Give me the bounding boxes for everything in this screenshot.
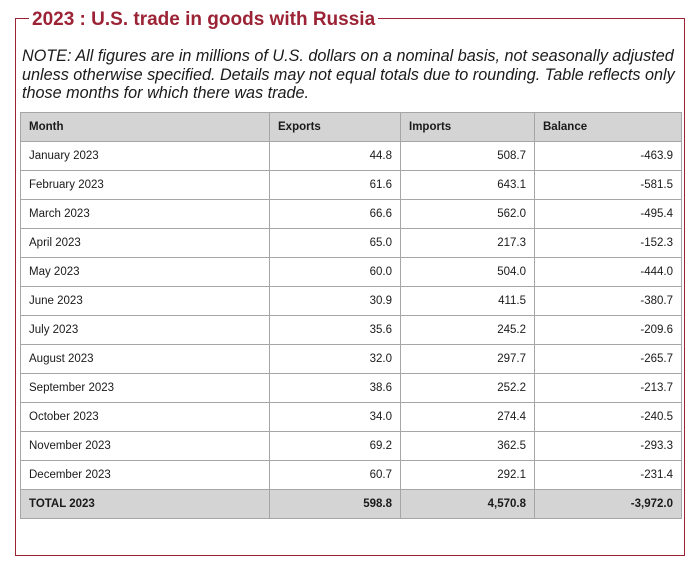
table-row [21, 374, 682, 403]
cell-month: April 2023 [21, 229, 270, 258]
table-row [21, 287, 682, 316]
cell-month: July 2023 [21, 316, 270, 345]
cell-month: June 2023 [21, 287, 270, 316]
cell-month: January 2023 [21, 142, 270, 171]
cell-imports: 504.0 [401, 258, 535, 287]
cell-balance: -213.7 [535, 374, 682, 403]
header-month: Month [21, 113, 270, 142]
total-balance: -3,972.0 [535, 490, 682, 519]
cell-exports: 34.0 [270, 403, 401, 432]
cell-imports: 362.5 [401, 432, 535, 461]
header-imports: Imports [401, 113, 535, 142]
total-imports: 4,570.8 [401, 490, 535, 519]
cell-month: February 2023 [21, 171, 270, 200]
table-row [21, 461, 682, 490]
note-text: NOTE: All figures are in millions of U.S. dollars on a nominal basis, not seasonally adjusted unless otherwise specified. Details may not equal totals due to rounding. Table reflects only those months for which there was trade. [22, 47, 675, 102]
cell-balance: -231.4 [535, 461, 682, 490]
cell-month: May 2023 [21, 258, 270, 287]
cell-imports: 562.0 [401, 200, 535, 229]
total-label: TOTAL 2023 [21, 490, 270, 519]
cell-balance: -240.5 [535, 403, 682, 432]
table-row [21, 316, 682, 345]
table-row [21, 345, 682, 374]
cell-month: December 2023 [21, 461, 270, 490]
table-row [21, 171, 682, 200]
page-title: 2023 : U.S. trade in goods with Russia [29, 8, 378, 32]
cell-exports: 69.2 [270, 432, 401, 461]
cell-exports: 38.6 [270, 374, 401, 403]
table-header-row [21, 113, 682, 142]
cell-month: August 2023 [21, 345, 270, 374]
table-row [21, 432, 682, 461]
cell-month: September 2023 [21, 374, 270, 403]
cell-exports: 60.7 [270, 461, 401, 490]
cell-imports: 252.2 [401, 374, 535, 403]
cell-exports: 30.9 [270, 287, 401, 316]
cell-balance: -380.7 [535, 287, 682, 316]
cell-exports: 61.6 [270, 171, 401, 200]
table-row [21, 403, 682, 432]
cell-imports: 217.3 [401, 229, 535, 258]
cell-imports: 411.5 [401, 287, 535, 316]
total-exports: 598.8 [270, 490, 401, 519]
cell-exports: 66.6 [270, 200, 401, 229]
cell-balance: -152.3 [535, 229, 682, 258]
cell-month: November 2023 [21, 432, 270, 461]
cell-imports: 508.7 [401, 142, 535, 171]
cell-imports: 274.4 [401, 403, 535, 432]
cell-imports: 292.1 [401, 461, 535, 490]
cell-exports: 65.0 [270, 229, 401, 258]
header-balance: Balance [535, 113, 682, 142]
cell-exports: 60.0 [270, 258, 401, 287]
cell-month: March 2023 [21, 200, 270, 229]
cell-exports: 35.6 [270, 316, 401, 345]
table-row [21, 258, 682, 287]
cell-month: October 2023 [21, 403, 270, 432]
cell-exports: 44.8 [270, 142, 401, 171]
trade-table [20, 112, 682, 519]
cell-imports: 245.2 [401, 316, 535, 345]
cell-balance: -463.9 [535, 142, 682, 171]
cell-balance: -495.4 [535, 200, 682, 229]
cell-balance: -444.0 [535, 258, 682, 287]
cell-balance: -581.5 [535, 171, 682, 200]
cell-imports: 643.1 [401, 171, 535, 200]
cell-balance: -265.7 [535, 345, 682, 374]
table-row [21, 142, 682, 171]
table-row [21, 229, 682, 258]
header-exports: Exports [270, 113, 401, 142]
cell-balance: -293.3 [535, 432, 682, 461]
cell-balance: -209.6 [535, 316, 682, 345]
cell-exports: 32.0 [270, 345, 401, 374]
total-row [21, 490, 682, 519]
cell-imports: 297.7 [401, 345, 535, 374]
table-row [21, 200, 682, 229]
